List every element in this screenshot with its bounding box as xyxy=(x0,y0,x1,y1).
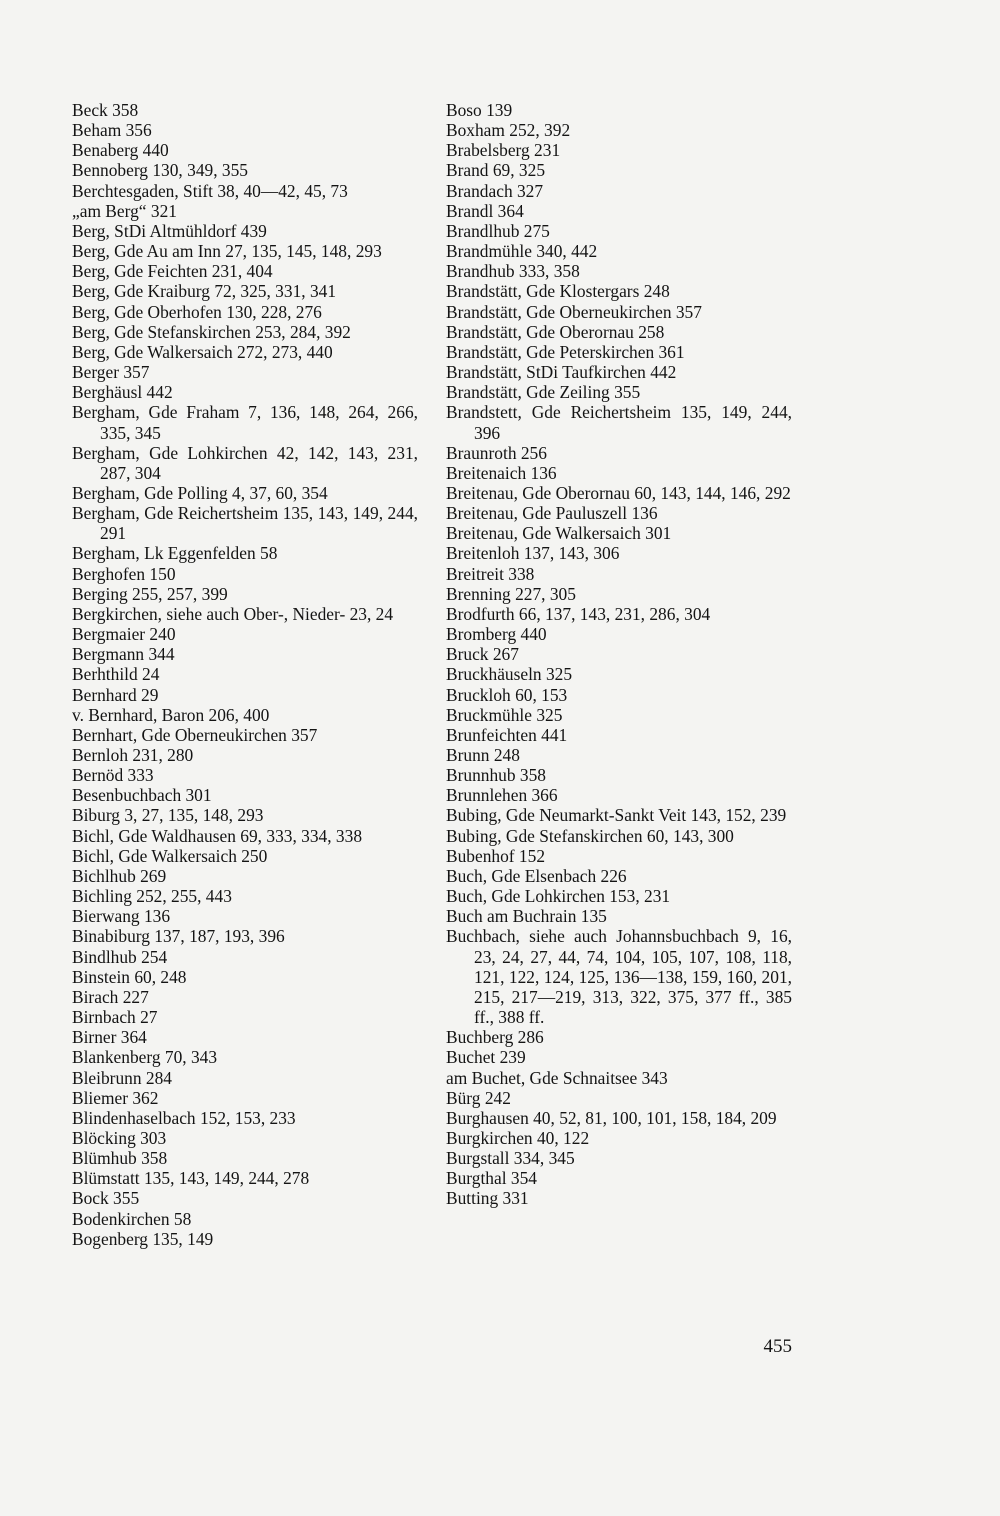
index-entry: Burghausen 40, 52, 81, 100, 101, 158, 184, 209 xyxy=(446,1107,777,1128)
index-entry: Bubenhof 152 xyxy=(446,845,546,866)
index-entry: Berg, Gde Walkersaich 272, 273, 440 xyxy=(72,341,333,362)
index-entry: Brand 69, 325 xyxy=(446,160,546,181)
index-entry: Bürg 242 xyxy=(446,1087,511,1108)
index-entry: Bleibrunn 284 xyxy=(72,1067,172,1088)
index-entry: Bichlhub 269 xyxy=(72,865,167,886)
index-entry: Berchtesgaden, Stift 38, 40—42, 45, 73 xyxy=(72,180,348,201)
index-entry: Bruckloh 60, 153 xyxy=(446,684,568,705)
index-entry: Berg, Gde Kraiburg 72, 325, 331, 341 xyxy=(72,281,337,302)
index-entry: Bindlhub 254 xyxy=(72,946,168,967)
index-entry: Bruckmühle 325 xyxy=(446,704,563,725)
index-entry: Bruckhäuseln 325 xyxy=(446,664,573,685)
index-entry: Breitenau, Gde Pauluszell 136 xyxy=(446,503,658,524)
index-entry: Berg, StDi Altmühldorf 439 xyxy=(72,220,267,241)
index-entry: Blümhub 358 xyxy=(72,1148,168,1169)
index-entry: Biburg 3, 27, 135, 148, 293 xyxy=(72,805,264,826)
index-entry: Blümstatt 135, 143, 149, 244, 278 xyxy=(72,1168,310,1189)
index-entry: Bergham, Gde Fraham 7, 136, 148, 264, 266, 335, 345 xyxy=(72,402,418,443)
index-entry: Burgthal 354 xyxy=(446,1168,537,1189)
index-entry: Bruck 267 xyxy=(446,644,519,665)
index-entry: Bennoberg 130, 349, 355 xyxy=(72,160,248,181)
index-entry: Berg, Gde Stefanskirchen 253, 284, 392 xyxy=(72,321,351,342)
index-entry: „am Berg“ 321 xyxy=(72,200,177,221)
index-entry: Boxham 252, 392 xyxy=(446,120,571,141)
index-entry: Brunnhub 358 xyxy=(446,765,546,786)
index-entry: Berg, Gde Feichten 231, 404 xyxy=(72,261,273,282)
index-entry: Berghofen 150 xyxy=(72,563,176,584)
index-entry: Beham 356 xyxy=(72,120,152,141)
index-entry: Beck 358 xyxy=(72,100,139,120)
index-entry: Blankenberg 70, 343 xyxy=(72,1047,218,1068)
index-entry: Blindenhaselbach 152, 153, 233 xyxy=(72,1107,296,1128)
index-entry: Bichling 252, 255, 443 xyxy=(72,886,232,907)
index-entry: Bergkirchen, siehe auch Ober-, Nieder- 23, 24 xyxy=(72,603,394,624)
index-entry: Brandstätt, Gde Oberneukirchen 357 xyxy=(446,301,702,322)
index-entry: Brandstätt, Gde Oberornau 258 xyxy=(446,321,665,342)
index-entry: Bernöd 333 xyxy=(72,765,154,786)
index-entry: Brabelsberg 231 xyxy=(446,140,561,161)
index-entry: Birach 227 xyxy=(72,986,149,1007)
index-entry: Brandstätt, Gde Klostergars 248 xyxy=(446,281,670,302)
index-entry: Buch am Buchrain 135 xyxy=(446,906,607,927)
index-entry: Bliemer 362 xyxy=(72,1087,159,1108)
index-entry: Brunfeichten 441 xyxy=(446,724,568,745)
index-entry: Bergham, Gde Reichertsheim 135, 143, 149, 244, 291 xyxy=(72,503,418,544)
index-entry: Berger 357 xyxy=(72,362,150,383)
index-entry: Berghäusl 442 xyxy=(72,382,173,403)
index-entry: Birnbach 27 xyxy=(72,1007,158,1028)
index-entry: Bernhart, Gde Oberneukirchen 357 xyxy=(72,724,318,745)
index-entry: Boso 139 xyxy=(446,100,513,120)
index-entry: Benaberg 440 xyxy=(72,140,169,161)
index-column-left xyxy=(72,100,418,1249)
index-entry: Breitenau, Gde Oberornau 60, 143, 144, 146, 292 xyxy=(446,482,791,503)
index-entry: Bergham, Gde Polling 4, 37, 60, 354 xyxy=(72,482,328,503)
index-entry: Berg, Gde Au am Inn 27, 135, 145, 148, 293 xyxy=(72,241,382,262)
index-entry: Brandstett, Gde Reichertsheim 135, 149, 244, 396 xyxy=(446,402,792,443)
index-entry: Bubing, Gde Neumarkt-Sankt Veit 143, 152, 239 xyxy=(446,805,787,826)
index-entry: Breitenloh 137, 143, 306 xyxy=(446,543,620,564)
index-entry: Bergham, Lk Eggenfelden 58 xyxy=(72,543,278,564)
index-entry: Bubing, Gde Stefanskirchen 60, 143, 300 xyxy=(446,825,734,846)
index-entry: Brandhub 333, 358 xyxy=(446,261,580,282)
index-entry: Buch, Gde Elsenbach 226 xyxy=(446,865,627,886)
index-entry: Bernloh 231, 280 xyxy=(72,745,194,765)
index-entry: Binabiburg 137, 187, 193, 396 xyxy=(72,926,285,947)
index-entry: Burgkirchen 40, 122 xyxy=(446,1127,590,1148)
index-entry: v. Bernhard, Baron 206, 400 xyxy=(72,704,270,725)
index-entry: Brandlhub 275 xyxy=(446,220,550,241)
index-entry: Breitreit 338 xyxy=(446,563,535,584)
index-entry: Bromberg 440 xyxy=(446,624,547,645)
index-entry: Bierwang 136 xyxy=(72,906,171,927)
index-entry: Buchbach, siehe auch Johannsbuchbach 9, 16, 23, 24, 27, 44, 74, 104, 105, 107, 108, 118, 121, 122, 124, 125, 136—138, 159, 160, 201, 215, 217—219, 313, 322, 375, 377 ff., 385 ff., 388 ff. xyxy=(446,926,792,1028)
page-number: 455 xyxy=(763,1336,792,1357)
index-entry: Bergmaier 240 xyxy=(72,624,176,645)
index-entry: Blöcking 303 xyxy=(72,1127,167,1148)
index-entry: Bergham, Gde Lohkirchen 42, 142, 143, 231, 287, 304 xyxy=(72,442,418,483)
index-entry: Breitenaich 136 xyxy=(446,462,557,483)
index-entry: Brandstätt, StDi Taufkirchen 442 xyxy=(446,362,677,383)
index-entry: Bodenkirchen 58 xyxy=(72,1208,192,1229)
index-entry: Bernhard 29 xyxy=(72,684,159,705)
index-entry: Berging 255, 257, 399 xyxy=(72,583,228,604)
index-entry: Buch, Gde Lohkirchen 153, 231 xyxy=(446,886,671,907)
index-entry: Bock 355 xyxy=(72,1188,140,1209)
index-entry: am Buchet, Gde Schnaitsee 343 xyxy=(446,1067,668,1088)
index-entry: Berhthild 24 xyxy=(72,664,160,685)
index-entry: Bichl, Gde Walkersaich 250 xyxy=(72,845,268,866)
index-entry: Butting 331 xyxy=(446,1188,529,1209)
index-entry: Besenbuchbach 301 xyxy=(72,785,212,806)
index-column-right xyxy=(446,100,792,1209)
index-entry: Brandach 327 xyxy=(446,180,544,201)
index-entry: Braunroth 256 xyxy=(446,442,547,463)
index-entry: Brenning 227, 305 xyxy=(446,583,576,604)
index-entry: Brunnlehen 366 xyxy=(446,785,558,806)
index-entry: Bichl, Gde Waldhausen 69, 333, 334, 338 xyxy=(72,825,363,846)
index-entry: Bergmann 344 xyxy=(72,644,175,665)
index-entry: Birner 364 xyxy=(72,1027,147,1048)
index-entry: Breitenau, Gde Walkersaich 301 xyxy=(446,523,672,544)
index-entry: Brandstätt, Gde Zeiling 355 xyxy=(446,382,641,403)
index-entry: Binstein 60, 248 xyxy=(72,966,187,987)
index-entry: Buchet 239 xyxy=(446,1047,526,1068)
index-entry: Bogenberg 135, 149 xyxy=(72,1228,214,1249)
index-entry: Burgstall 334, 345 xyxy=(446,1148,575,1169)
index-entry: Brandstätt, Gde Peterskirchen 361 xyxy=(446,341,685,362)
index-entry: Brandl 364 xyxy=(446,200,524,221)
index-entry: Brunn 248 xyxy=(446,745,520,765)
index-entry: Brandmühle 340, 442 xyxy=(446,241,598,262)
index-entry: Brodfurth 66, 137, 143, 231, 286, 304 xyxy=(446,603,711,624)
index-entry: Buchberg 286 xyxy=(446,1027,544,1048)
index-entry: Berg, Gde Oberhofen 130, 228, 276 xyxy=(72,301,322,322)
